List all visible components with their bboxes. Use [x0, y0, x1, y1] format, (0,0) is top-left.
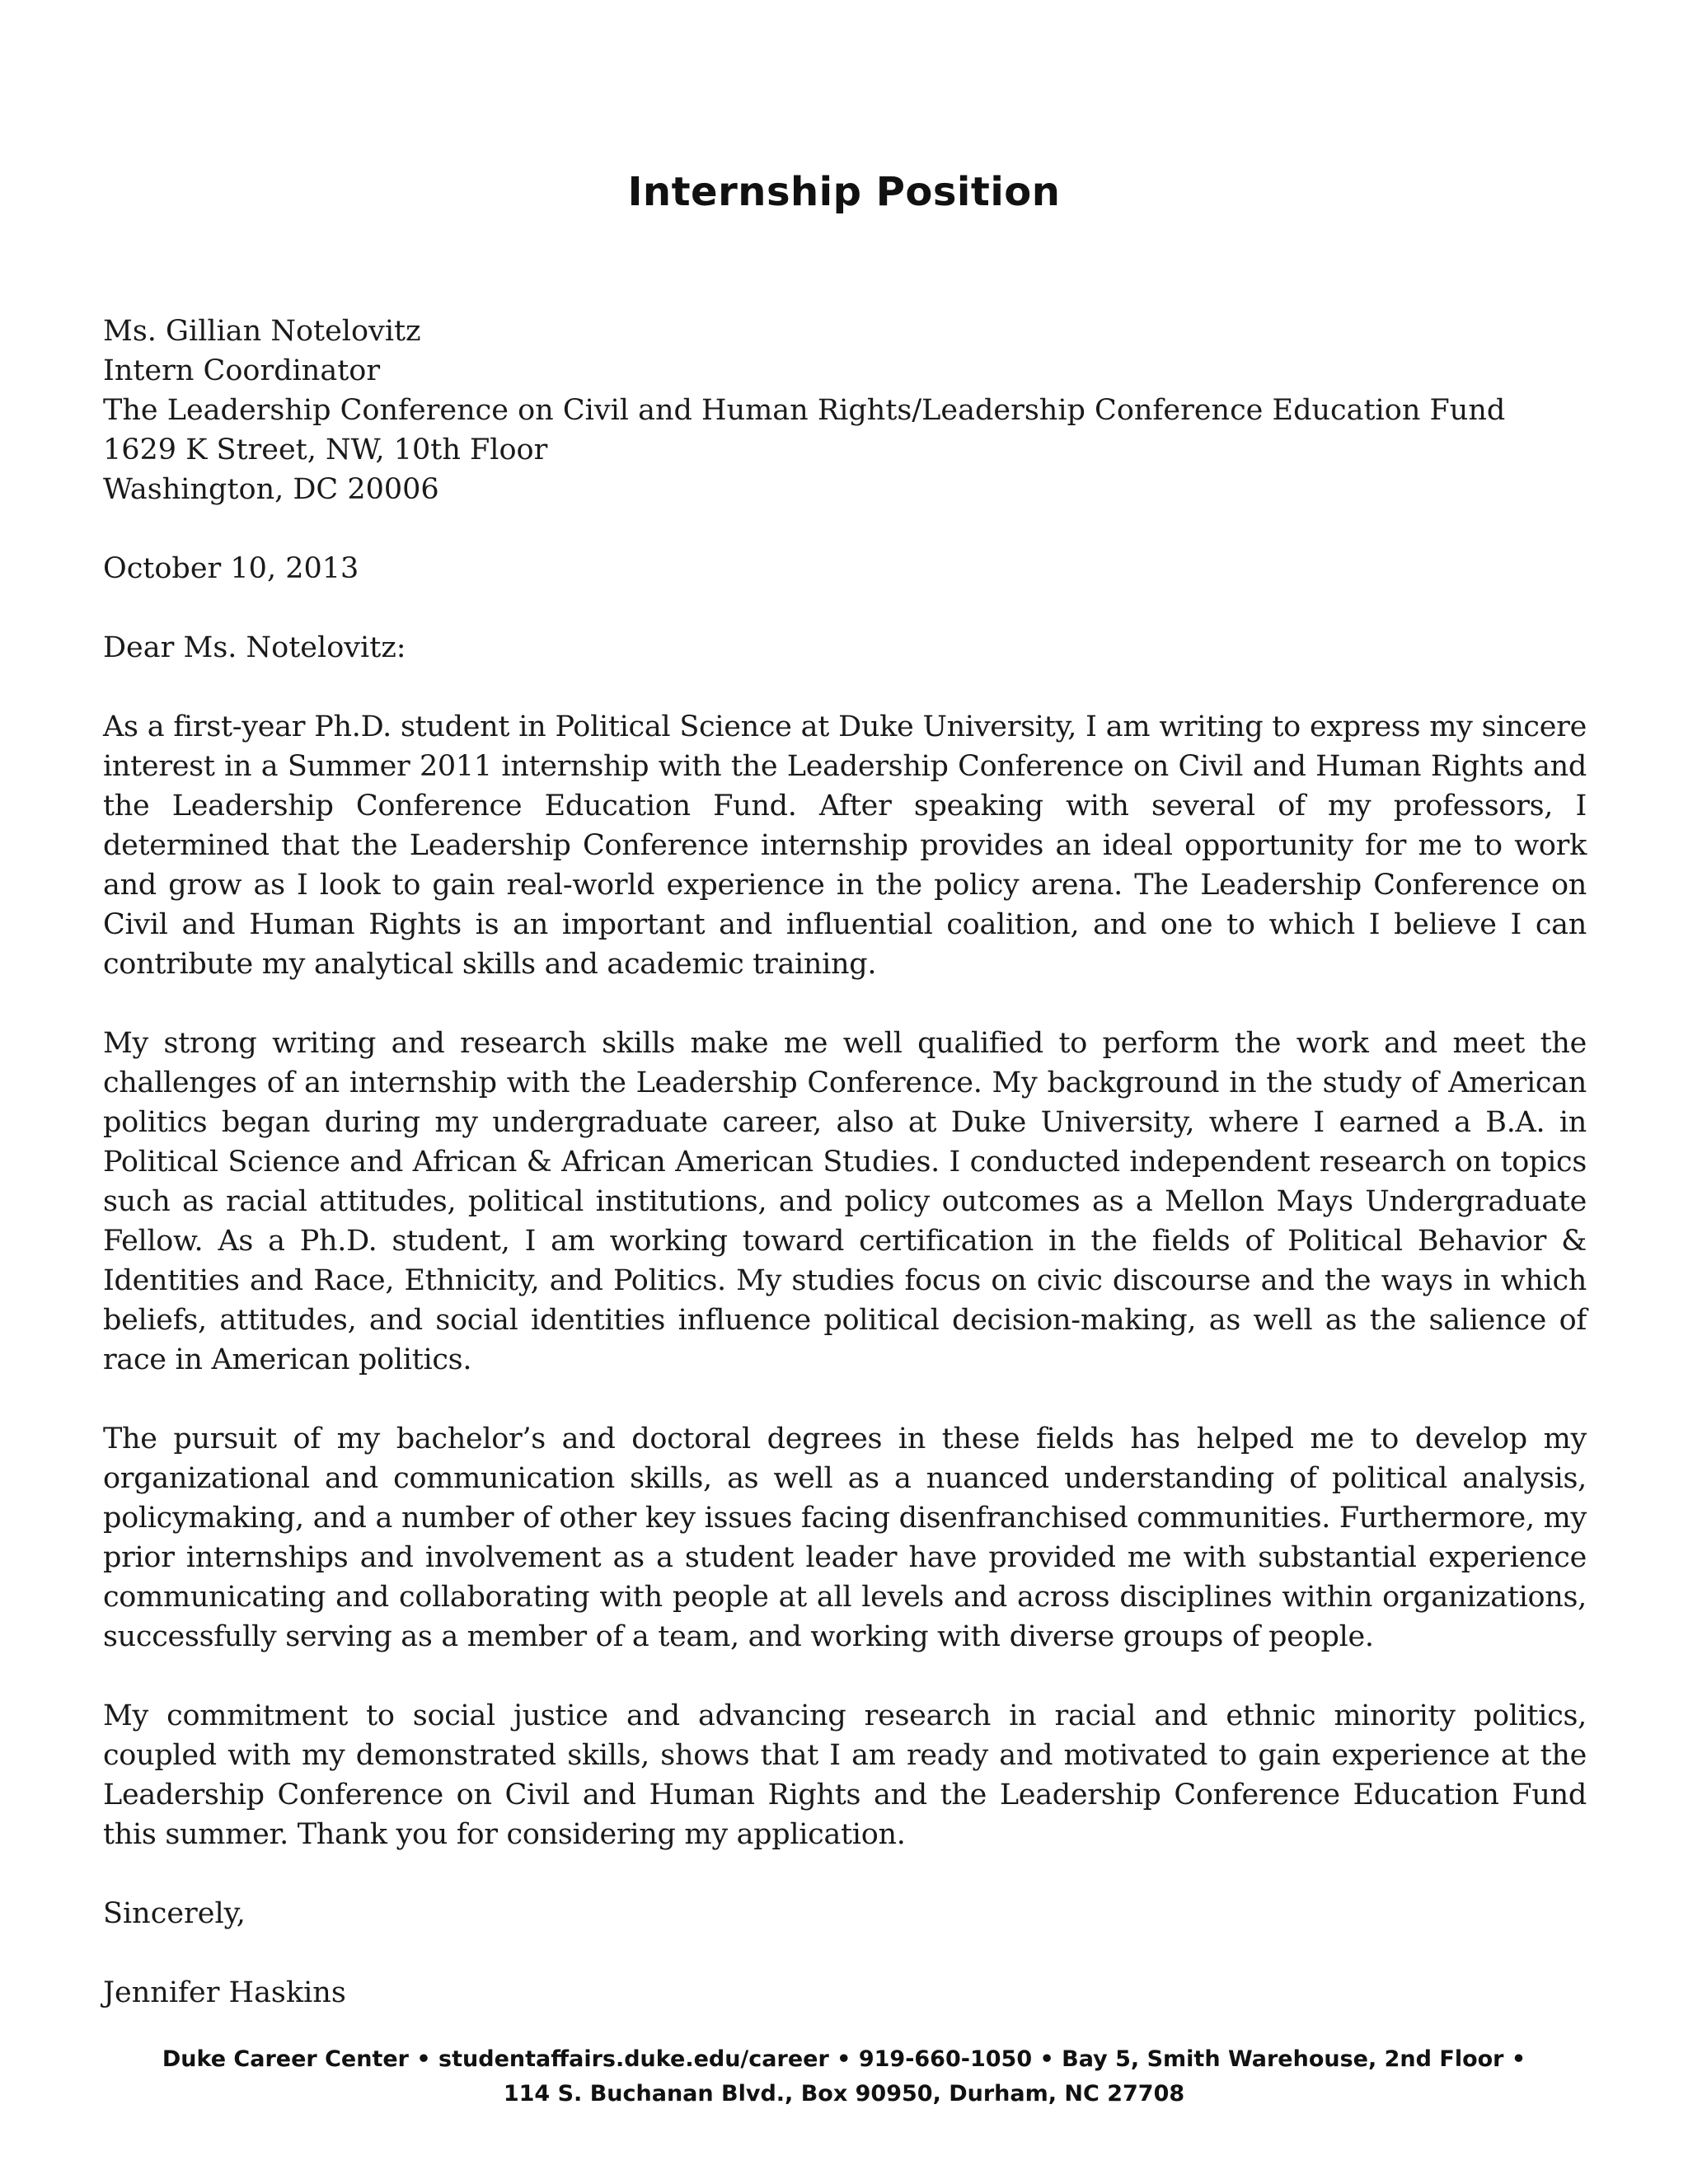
salutation: Dear Ms. Notelovitz:: [103, 631, 406, 664]
letter-body: [103, 312, 1587, 2013]
paragraph-skills: The pursuit of my bachelor’s and doctoral degrees in these fields has helped me to develop my organizational and communication skills, as well as a nuanced understanding of political analysis, policymaking, and a number of other key issues facing disenfranchised communities. Furthermore, my prior internships and involvement as a student leader have provided me with substantial experience communicating and collaborating with people at all levels and across disciplines within organizations, successfully serving as a member of a team, and working with diverse groups of people.: [103, 1422, 1587, 1653]
footer-line-1: Duke Career Center • studentaffairs.duke.edu/career • 919-660-1050 • Bay 5, Smith Warehouse, 2nd Floor •: [162, 2046, 1526, 2072]
closing: Sincerely,: [103, 1897, 246, 1930]
page-title: Internship Position: [627, 169, 1061, 215]
recipient-address: [103, 312, 1587, 509]
footer-line-2: 114 S. Buchanan Blvd., Box 90950, Durham, NC 27708: [503, 2081, 1185, 2107]
paragraph-qualifications: My strong writing and research skills make me well qualified to perform the work and meet the challenges of an internship with the Leadership Conference. My background in the study of American politics began during my undergraduate career, also at Duke University, where I earned a B.A. in Political Science and African & African American Studies. I conducted independent research on topics such as racial attitudes, political institutions, and policy outcomes as a Mellon Mays Undergraduate Fellow. As a Ph.D. student, I am working toward certification in the fields of Political Behavior & Identities and Race, Ethnicity, and Politics. My studies focus on civic discourse and the ways in which beliefs, attitudes, and social identities influence political decision-making, as well as the salience of race in American politics.: [103, 1027, 1587, 1376]
footer: [0, 2042, 1688, 2111]
recipient-position: Intern Coordinator: [103, 354, 381, 387]
recipient-organization: The Leadership Conference on Civil and Human Rights/Leadership Conference Education Fund: [103, 394, 1506, 427]
paragraph-intro: As a first-year Ph.D. student in Political Science at Duke University, I am writing to express my sincere interest in a Summer 2011 internship with the Leadership Conference on Civil and Human Rights and the Leadership Conference Education Fund. After speaking with several of my professors, I determined that the Leadership Conference internship provides an ideal opportunity for me to work and grow as I look to gain real-world experience in the policy arena. The Leadership Conference on Civil and Human Rights is an important and influential coalition, and one to which I believe I can contribute my analytical skills and academic training.: [103, 710, 1587, 981]
recipient-city: Washington, DC 20006: [103, 473, 439, 506]
signature-name: Jennifer Haskins: [103, 1976, 346, 2009]
letter-date: October 10, 2013: [103, 552, 359, 585]
recipient-name: Ms. Gillian Notelovitz: [103, 315, 421, 348]
recipient-street: 1629 K Street, NW, 10th Floor: [103, 434, 548, 466]
paragraph-conclusion: My commitment to social justice and advancing research in racial and ethnic minority politics, coupled with my demonstrated skills, shows that I am ready and motivated to gain experience at the Leadership Conference on Civil and Human Rights and the Leadership Conference Education Fund this summer. Thank you for considering my application.: [103, 1699, 1587, 1851]
